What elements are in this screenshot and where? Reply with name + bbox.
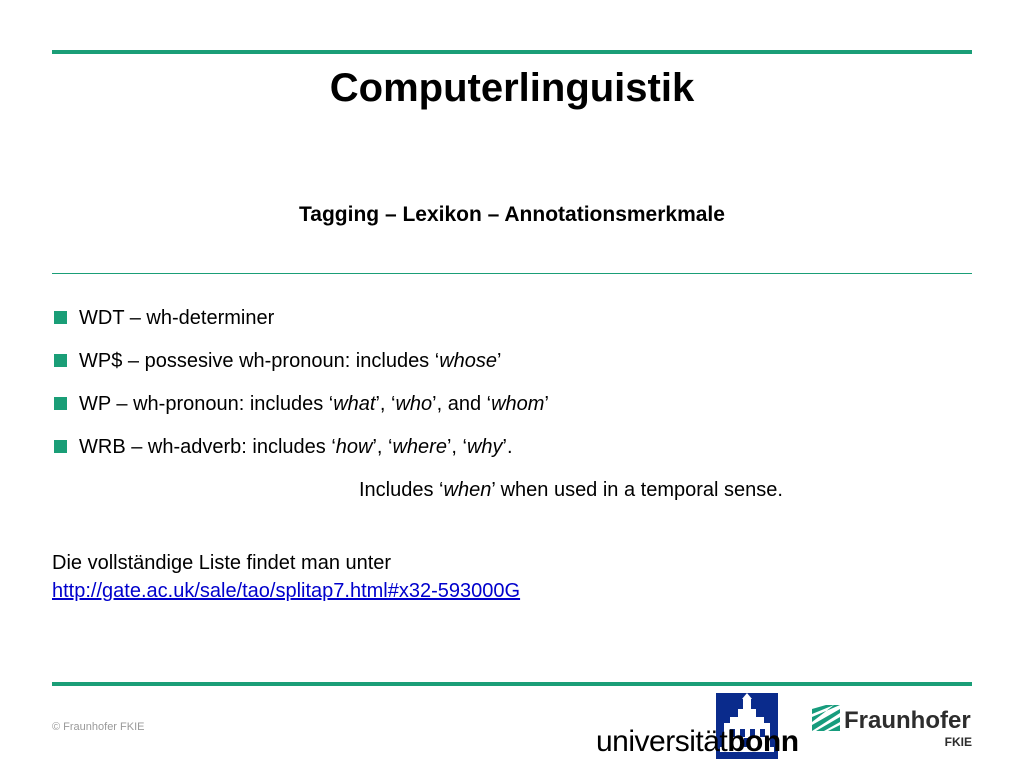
square-bullet-icon <box>54 311 67 324</box>
square-bullet-icon <box>54 440 67 453</box>
fraunhofer-mark-icon <box>812 705 840 731</box>
reference-text: Die vollständige Liste findet man unter <box>52 552 392 574</box>
reference-link[interactable]: http://gate.ac.uk/sale/tao/splitap7.html#x32-593000G <box>52 580 521 602</box>
top-rule <box>52 50 972 54</box>
list-item-wdt: WDT – wh-determiner <box>54 304 549 347</box>
uni-bonn-logo <box>596 693 799 761</box>
square-bullet-icon <box>54 397 67 410</box>
list-item-wrb: WRB – wh-adverb: includes ‘how’, ‘where’, ‘why’. <box>54 433 549 476</box>
list-item-wp: WP – wh-pronoun: includes ‘what’, ‘who’, and ‘whom’ <box>54 390 549 433</box>
list-item-wp-dollar: WP$ – possesive wh-pronoun: includes ‘whose’ <box>54 347 549 390</box>
page-subtitle: Tagging – Lexikon – Annotationsmerkmale <box>299 203 725 226</box>
square-bullet-icon <box>54 354 67 367</box>
tag-list <box>54 304 549 476</box>
page-title: Computerlinguistik <box>329 66 695 110</box>
fraunhofer-logo <box>812 705 974 753</box>
uni-bonn-wordmark: universitätbonn <box>596 725 799 758</box>
fraunhofer-unit: FKIE <box>944 735 972 749</box>
wrb-continuation: Includes ‘when’ when used in a temporal sense. <box>359 479 783 501</box>
reference-note <box>52 549 520 605</box>
fraunhofer-name: Fraunhofer <box>844 707 971 734</box>
divider-rule <box>52 273 972 274</box>
copyright-text: © Fraunhofer FKIE <box>52 721 145 733</box>
bottom-rule <box>52 682 972 686</box>
